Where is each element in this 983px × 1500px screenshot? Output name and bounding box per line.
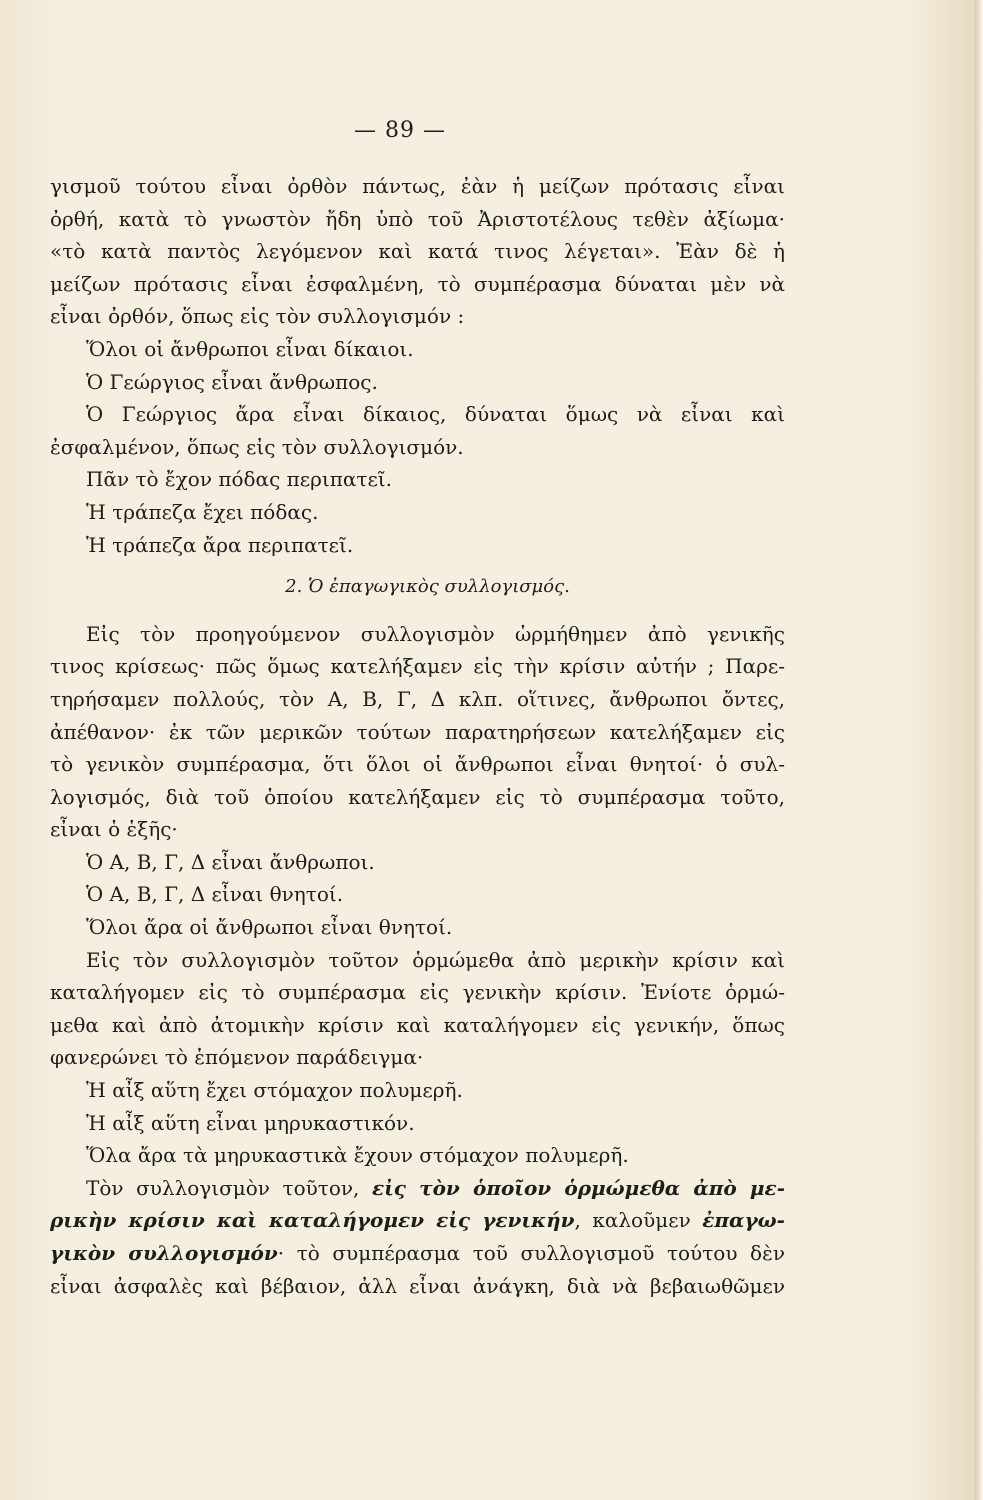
body-text xyxy=(50,170,785,1302)
text-line: καταλήγομεν εἰς τὸ συμπέρασμα εἰς γενικὴν κρίσιν. Ἐνίοτε ὁρμώ- xyxy=(50,980,785,1005)
syllogism-line: Ὁ Γεώργιος ἄρα εἶναι δίκαιος, δύναται ὅμως νὰ εἶναι καὶ xyxy=(86,402,785,427)
text-line: μείζων πρότασις εἶναι ἐσφαλμένη, τὸ συμπέρασμα δύναται μὲν νὰ xyxy=(50,271,785,296)
text-line: εἶναι ὀρθόν, ὅπως εἰς τὸν συλλογισμόν : xyxy=(50,304,465,329)
text-line: φανερώνει τὸ ἑπόμενον παράδειγμα· xyxy=(50,1045,424,1070)
text-line: «τὸ κατὰ παντὸς λεγόμενον καὶ κατά τινος λέγεται». Ἐὰν δὲ ἡ xyxy=(50,239,785,264)
text-line: Εἰς τὸν προηγούμενον συλλογισμὸν ὡρμήθημεν ἀπὸ γενικῆς xyxy=(86,621,785,646)
text-line: τινος κρίσεως· πῶς ὅμως κατελήξαμεν εἰς τὴν κρίσιν αὐτήν ; Παρε- xyxy=(50,654,785,679)
syllogism-line: Ὅλοι οἱ ἄνθρωποι εἶναι δίκαιοι. xyxy=(86,336,414,361)
emphasis-text: ρικὴν κρίσιν καὶ καταλήγομεν εἰς γενικήν xyxy=(50,1208,575,1233)
text-line: ὀρθή, κατὰ τὸ γνωστὸν ἤδη ὑπὸ τοῦ Ἀριστοτέλους τεθὲν ἀξίωμα· xyxy=(50,206,785,231)
text-line: μεθα καὶ ἀπὸ ἀτομικὴν κρίσιν καὶ καταλήγομεν εἰς γενικήν, ὅπως xyxy=(50,1012,785,1037)
definition-line xyxy=(50,1237,785,1270)
page-edge xyxy=(975,0,983,1500)
text-line: λογισμός, διὰ τοῦ ὁποίου κατελήξαμεν εἰς τὸ συμπέρασμα τοῦτο, xyxy=(50,784,785,809)
syllogism-line: Πᾶν τὸ ἔχον πόδας περιπατεῖ. xyxy=(86,467,393,492)
text-line: γισμοῦ τούτου εἶναι ὀρθὸν πάντως, ἐὰν ἡ μείζων πρότασις εἶναι xyxy=(50,174,785,198)
syllogism-line: Ἡ αἶξ αὕτη εἶναι μηρυκαστικόν. xyxy=(86,1110,415,1135)
syllogism-line: Ἡ τράπεζα ἄρα περιπατεῖ. xyxy=(86,532,354,557)
syllogism-line: Ἡ αἶξ αὕτη ἔχει στόμαχον πολυμερῆ. xyxy=(86,1078,463,1103)
syllogism-line: Ὁ Α, Β, Γ, Δ εἶναι ἄνθρωποι. xyxy=(86,849,375,874)
emphasis-text: γικὸν συλλογισμόν xyxy=(50,1241,278,1265)
emphasis-text: εἰς τὸν ὁποῖον ὁρμώμεθα ἀπὸ με- xyxy=(371,1175,785,1200)
syllogism-line: Ὁ Α, Β, Γ, Δ εἶναι θνητοί. xyxy=(86,882,344,907)
emphasis-text: ἐπαγω- xyxy=(702,1208,785,1233)
page-number: — 89 — xyxy=(354,118,446,143)
section-heading: 2. Ὁ ἐπαγωγικὸς συλλογισμός. xyxy=(285,576,570,598)
syllogism-line: Ὅλα ἄρα τὰ μηρυκαστικὰ ἔχουν στόμαχον πολυμερῆ. xyxy=(86,1143,629,1168)
text-line: ἐσφαλμένον, ὅπως εἰς τὸν συλλογισμόν. xyxy=(50,434,464,459)
definition-line xyxy=(50,1204,785,1237)
syllogism-line: Ὁ Γεώργιος εἶναι ἄνθρωπος. xyxy=(86,369,378,394)
text-line: τὸ γενικὸν συμπέρασμα, ὅτι ὅλοι οἱ ἄνθρωποι εἶναι θνητοί· ὁ συλ- xyxy=(50,752,785,777)
text-span: , καλοῦμεν xyxy=(574,1208,703,1233)
definition-line xyxy=(50,1172,785,1205)
text-line: τηρήσαμεν πολλούς, τὸν Α, Β, Γ, Δ κλπ. οἵτινες, ἄνθρωποι ὄντες, xyxy=(50,686,785,711)
syllogism-line: Ἡ τράπεζα ἔχει πόδας. xyxy=(86,499,319,524)
text-line: Εἰς τὸν συλλογισμὸν τοῦτον ὁρμώμεθα ἀπὸ μερικὴν κρίσιν καὶ xyxy=(86,947,785,972)
text-line: εἶναι ὁ ἑξῆς· xyxy=(50,817,178,842)
text-line: ἀπέθανον· ἐκ τῶν μερικῶν τούτων παρατηρήσεων κατελήξαμεν εἰς xyxy=(50,719,785,744)
text-line: εἶναι ἀσφαλὲς καὶ βέβαιον, ἀλλ εἶναι ἀνάγκη, διὰ νὰ βεβαιωθῶμεν xyxy=(50,1273,785,1298)
text-span: · τὸ συμπέρασμα τοῦ συλλογισμοῦ τούτου δὲν xyxy=(277,1241,785,1265)
text-span: Τὸν συλλογισμὸν τοῦτον, xyxy=(86,1175,372,1200)
syllogism-line: Ὅλοι ἄρα οἱ ἄνθρωποι εἶναι θνητοί. xyxy=(86,915,453,940)
